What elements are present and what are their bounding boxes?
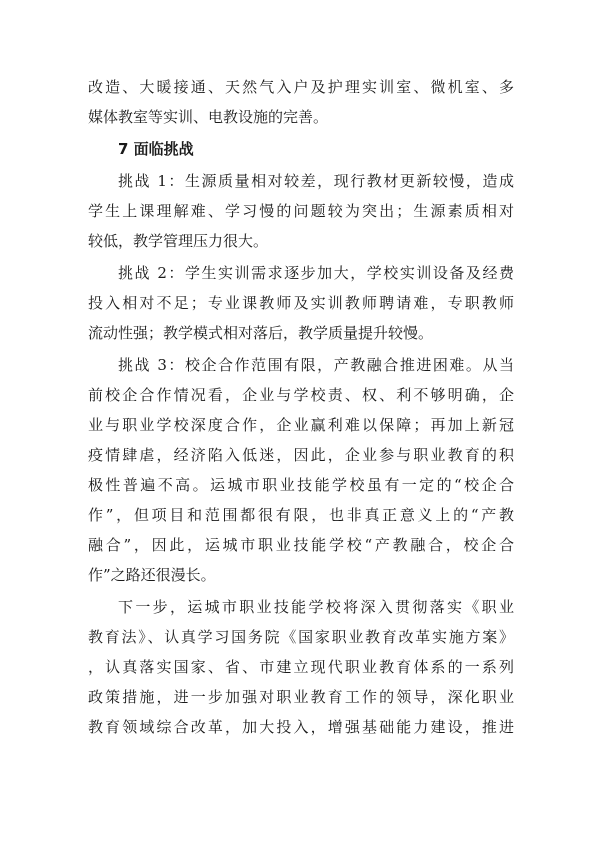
text-line: 政策措施，进一步加强对职业教育工作的领导，深化职业 — [88, 688, 514, 706]
text-line: 挑战 3：校企合作范围有限，产教融合推进困难。从当 — [118, 356, 514, 374]
text-line: 媒体教室等实训、电教设施的完善。 — [88, 108, 329, 126]
text-line: 疫情肆虐，经济陷入低迷，因此，企业参与职业教育的积 — [88, 446, 514, 464]
text-line: 流动性强；教学模式相对落后，教学质量提升较慢。 — [88, 324, 434, 342]
intro-paragraph — [88, 72, 514, 132]
section-heading: 7 面临挑战 — [118, 140, 194, 158]
text-line: 教育法》、认真学习国务院《国家职业教育改革实施方案》 — [88, 628, 514, 646]
text-line: 改造、大暖接通、天然气入户及护理实训室、微机室、多 — [88, 78, 514, 96]
challenge-3-paragraph — [88, 350, 514, 590]
text-line: 融合”，因此，运城市职业技能学校“产教融合，校企合 — [88, 536, 514, 554]
text-line: 较低，教学管理压力很大。 — [88, 232, 269, 250]
text-line: 业与职业学校深度合作，企业赢利难以保障；再加上新冠 — [88, 416, 514, 434]
text-line: 前校企合作情况看，企业与学校责、权、利不够明确，企 — [88, 386, 514, 404]
text-line: ，认真落实国家、省、市建立现代职业教育体系的一系列 — [88, 658, 514, 676]
text-line: 教育领域综合改革，加大投入，增强基础能力建设，推进 — [88, 718, 514, 736]
document-body — [88, 72, 514, 744]
text-line: 下一步，运城市职业技能学校将深入贯彻落实《职业 — [118, 598, 514, 616]
text-line: 作”，但项目和范围都很有限，也非真正意义上的“产教 — [88, 506, 514, 524]
next-steps-paragraph — [88, 592, 514, 742]
text-line: 学生上课理解难、学习慢的问题较为突出；生源素质相对 — [88, 202, 514, 220]
challenge-1-paragraph — [88, 166, 514, 256]
text-line: 挑战 2：学生实训需求逐步加大，学校实训设备及经费 — [118, 264, 514, 282]
text-line: 挑战 1：生源质量相对较差，现行教材更新较慢，造成 — [118, 172, 514, 190]
challenge-2-paragraph — [88, 258, 514, 348]
text-line: 极性普遍不高。运城市职业技能学校虽有一定的“校企合 — [88, 476, 514, 494]
text-line: 投入相对不足；专业课教师及实训教师聘请难，专职教师 — [88, 294, 514, 312]
text-line: 作”之路还很漫长。 — [88, 566, 216, 584]
